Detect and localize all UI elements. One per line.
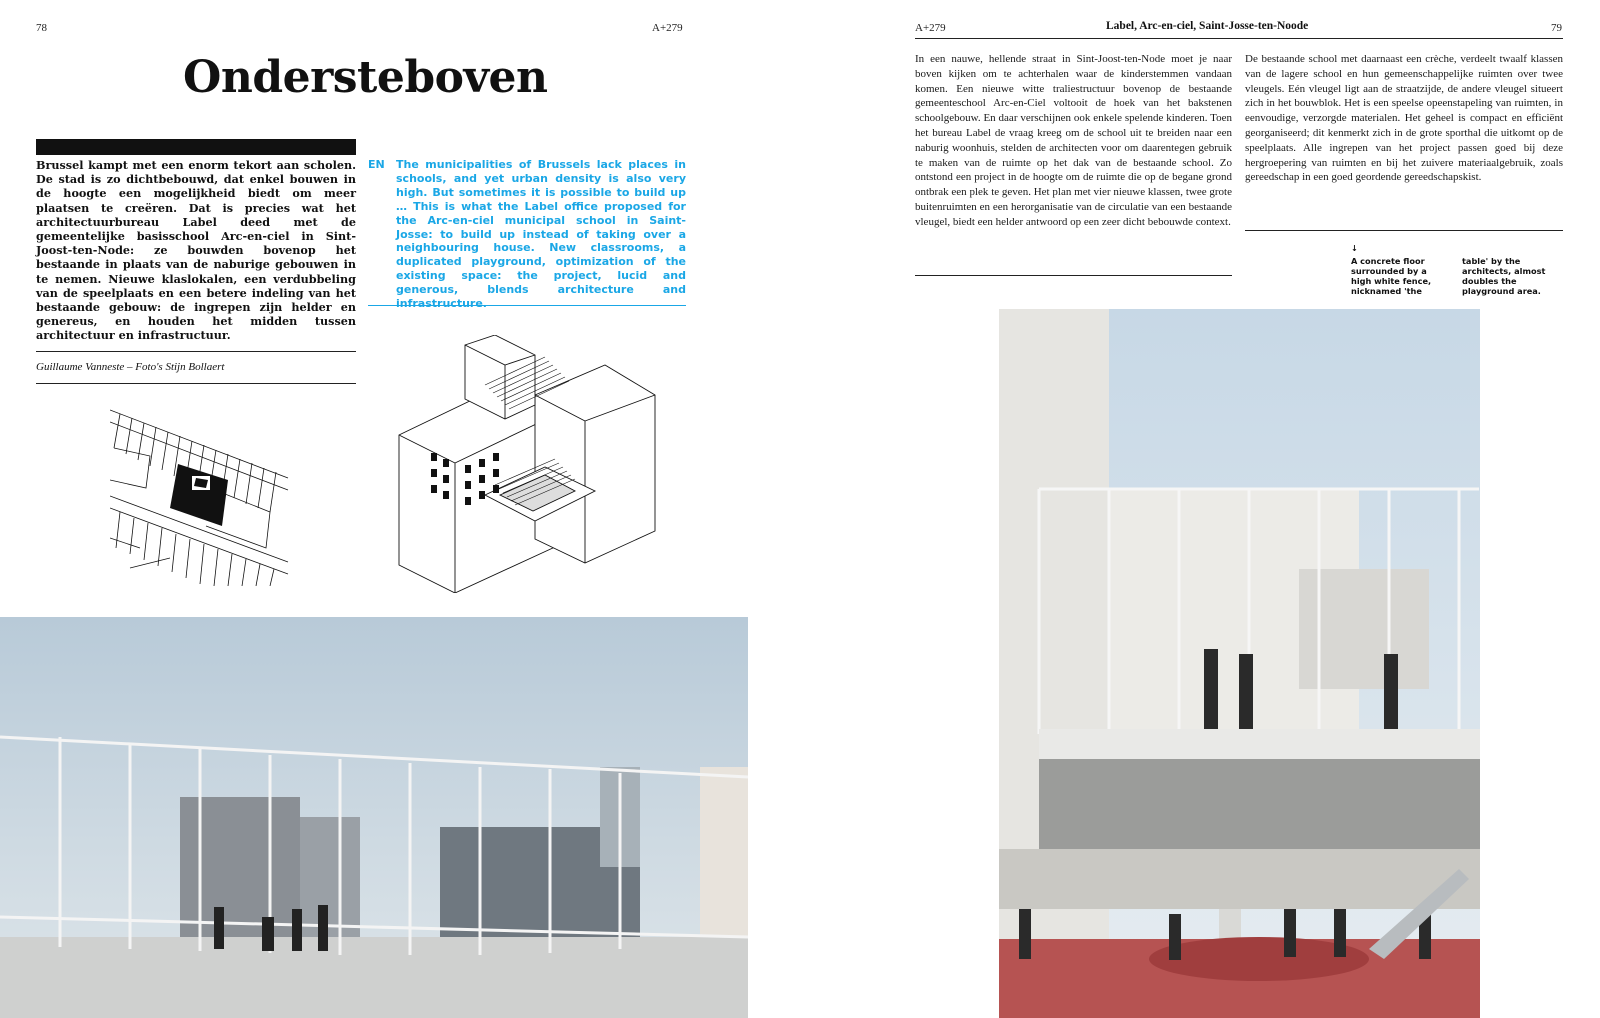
- page-number-left: 78: [36, 22, 47, 34]
- running-title: Label, Arc-en-ciel, Saint-Josse-ten-Noode: [1106, 20, 1309, 32]
- lead-rule: [36, 351, 356, 352]
- english-summary: The municipalities of Brussels lack places in schools, and yet urban density is also very high. But sometimes it is possible to build up … This is what the Label office proposed for the Arc-en-ciel municipal school in Saint-Josse: to build up instead of taking over a neighbouring house. New classrooms, a duplicated playground, optimization of the existing space: the project, lucid and generous, blends architecture and infrastructure.: [396, 158, 686, 311]
- caption-right: table' by the architects, almost doubles the playground area.: [1462, 256, 1546, 296]
- playground-photo-right: [999, 309, 1480, 1018]
- lead-paragraph: Brussel kampt met een enorm tekort aan scholen. De stad is zo dichtbebouwd, dat enkel bouwen in de hoogte een mogelijkheid biedt om meer plaatsen te creëren. Dat is precies wat het architectuurbureau Label deed met de gemeentelijke basisschool Arc-en-ciel in Sint-Joost-ten-Node: ze bouwden bovenop het bestaande in plaats van de naburige gebouwen in te nemen. Nieuwe klaslokalen, een verdubbeling van de speelplaats en een betere indeling van het bestaande gebouw: de ingrepen zijn helder en genereus, en houden het midden tussen architectuur en infrastructuur.: [36, 158, 356, 343]
- body-column-2: De bestaande school met daarnaast een crèche, verdeelt twaalf klassen van de lagere school en hun gemeenschappelijke ruimten over twee vleugels. Eén vleugel ligt aan de straatzijde, de andere vleugel situeert zich in het bouwblok. Het is een speelse opeenstapeling van ruimten, in eenvoudige, verzorgde materialen. Het geheel is compact en efficiënt georganiseerd; dit kenmerkt zich in de grote sporthal die uitkomt op de speelplaats. Alle ingrepen van het project passen goed bij deze hergroepering van ruimten en bij het zuivere materiaalgebruik, zoals gereedschap in een goed geordende gereedschapskist.: [1245, 53, 1563, 184]
- caption-arrow: ↓: [1351, 243, 1358, 253]
- english-rule: [368, 305, 686, 306]
- byline: Guillaume Vanneste – Foto's Stijn Bollaert: [36, 361, 225, 373]
- column-1-rule: [915, 275, 1232, 276]
- site-plan-drawing: [110, 408, 290, 586]
- issue-label-left: A+279: [652, 22, 683, 34]
- page-number-right: 79: [1551, 22, 1562, 34]
- axonometric-drawing: [395, 335, 665, 593]
- byline-rule: [36, 383, 356, 384]
- playground-photo-left: [0, 617, 748, 1018]
- article-title: Ondersteboven: [183, 52, 548, 103]
- column-2-rule: [1245, 230, 1563, 231]
- english-tag: EN: [368, 158, 385, 171]
- header-rule: [915, 38, 1563, 39]
- caption-left: A concrete floor surrounded by a high white fence, nicknamed 'the: [1351, 256, 1432, 296]
- title-black-bar: [36, 139, 356, 155]
- body-column-1: In een nauwe, hellende straat in Sint-Joost-ten-Node moet je naar boven kijken om te achterhalen waar de kinderstemmen vandaan komen. Een nieuwe witte traliestructuur bovenop de bestaande gemeenteschool Arc-en-Ciel voltooit de hoek van het bakstenen schoolgebouw. En daar verschijnen ook enkele spelende kinderen. Toen het bureau Label de vraag kreeg om de school uit te breiden naar een naburig woonhuis, stelden de architecten voor om daarentegen gebruik te maken van de ruimte op het dak van de bestaande school. Zo ontstond een project in de hoogte om de ruimte die op de begane grond ontbrak een plek te geven. Het plan met vier nieuwe klassen, twee grote buitenruimten en een herorganisatie van de circulatie van een bestaande vleugel, biedt een helder antwoord op een zeer dicht bebouwde context.: [915, 53, 1232, 228]
- issue-label-right: A+279: [915, 22, 946, 34]
